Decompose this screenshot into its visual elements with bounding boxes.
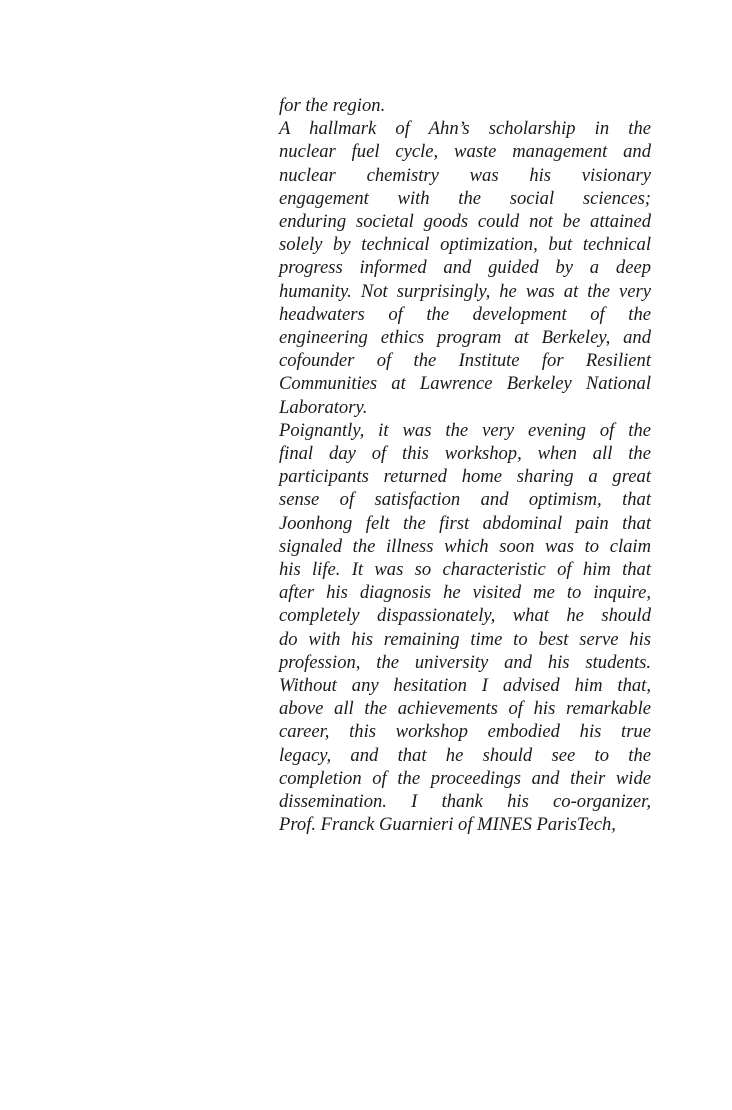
text-line: nuclear fuel cycle, waste management and <box>279 141 651 163</box>
text-line: completion of the proceedings and their wide <box>279 767 651 789</box>
text-line: solely by technical optimization, but technical <box>279 234 651 256</box>
text-line: Joonhong felt the first abdominal pain that <box>279 512 651 534</box>
text-line: dissemination. I thank his co-organizer, <box>279 791 651 813</box>
text-line: for the region. <box>279 95 386 116</box>
text-line: cofounder of the Institute for Resilient <box>279 350 651 372</box>
text-line: Poignantly, it was the very evening of the <box>279 419 651 441</box>
text-line: Laboratory. <box>279 396 368 418</box>
text-line: profession, the university and his students. <box>279 651 651 673</box>
text-line: A hallmark of Ahn’s scholarship in the <box>279 118 651 140</box>
text-line: headwaters of the development of the <box>279 303 651 325</box>
text-line: above all the achievements of his remarkable <box>279 698 651 720</box>
text-line: do with his remaining time to best serve his <box>279 628 651 650</box>
text-line: progress informed and guided by a deep <box>279 257 651 279</box>
paragraph-poignantly <box>279 419 651 837</box>
text-line: signaled the illness which soon was to claim <box>279 535 651 557</box>
paragraph-continuation <box>279 94 651 117</box>
text-line: after his diagnosis he visited me to inquire, <box>279 582 651 604</box>
body-text <box>279 94 651 837</box>
paragraph-hallmark <box>279 117 651 419</box>
text-line: completely dispassionately, what he should <box>279 605 651 627</box>
text-line: enduring societal goods could not be attained <box>279 211 651 233</box>
text-line: sense of satisfaction and optimism, that <box>279 489 651 511</box>
text-line: final day of this workshop, when all the <box>279 443 651 465</box>
text-line: engineering ethics program at Berkeley, and <box>279 327 651 349</box>
text-line: legacy, and that he should see to the <box>279 744 651 766</box>
text-line: Without any hesitation I advised him that, <box>279 675 651 697</box>
text-line: his life. It was so characteristic of him that <box>279 559 651 581</box>
text-line: Communities at Lawrence Berkeley National <box>279 373 651 395</box>
text-line: participants returned home sharing a great <box>279 466 651 488</box>
text-line: humanity. Not surprisingly, he was at the very <box>279 280 651 302</box>
text-line: nuclear chemistry was his visionary <box>279 164 651 186</box>
text-line: career, this workshop embodied his true <box>279 721 651 743</box>
text-line: engagement with the social sciences; <box>279 187 651 209</box>
text-line: Prof. Franck Guarnieri of MINES ParisTech, <box>279 814 616 836</box>
